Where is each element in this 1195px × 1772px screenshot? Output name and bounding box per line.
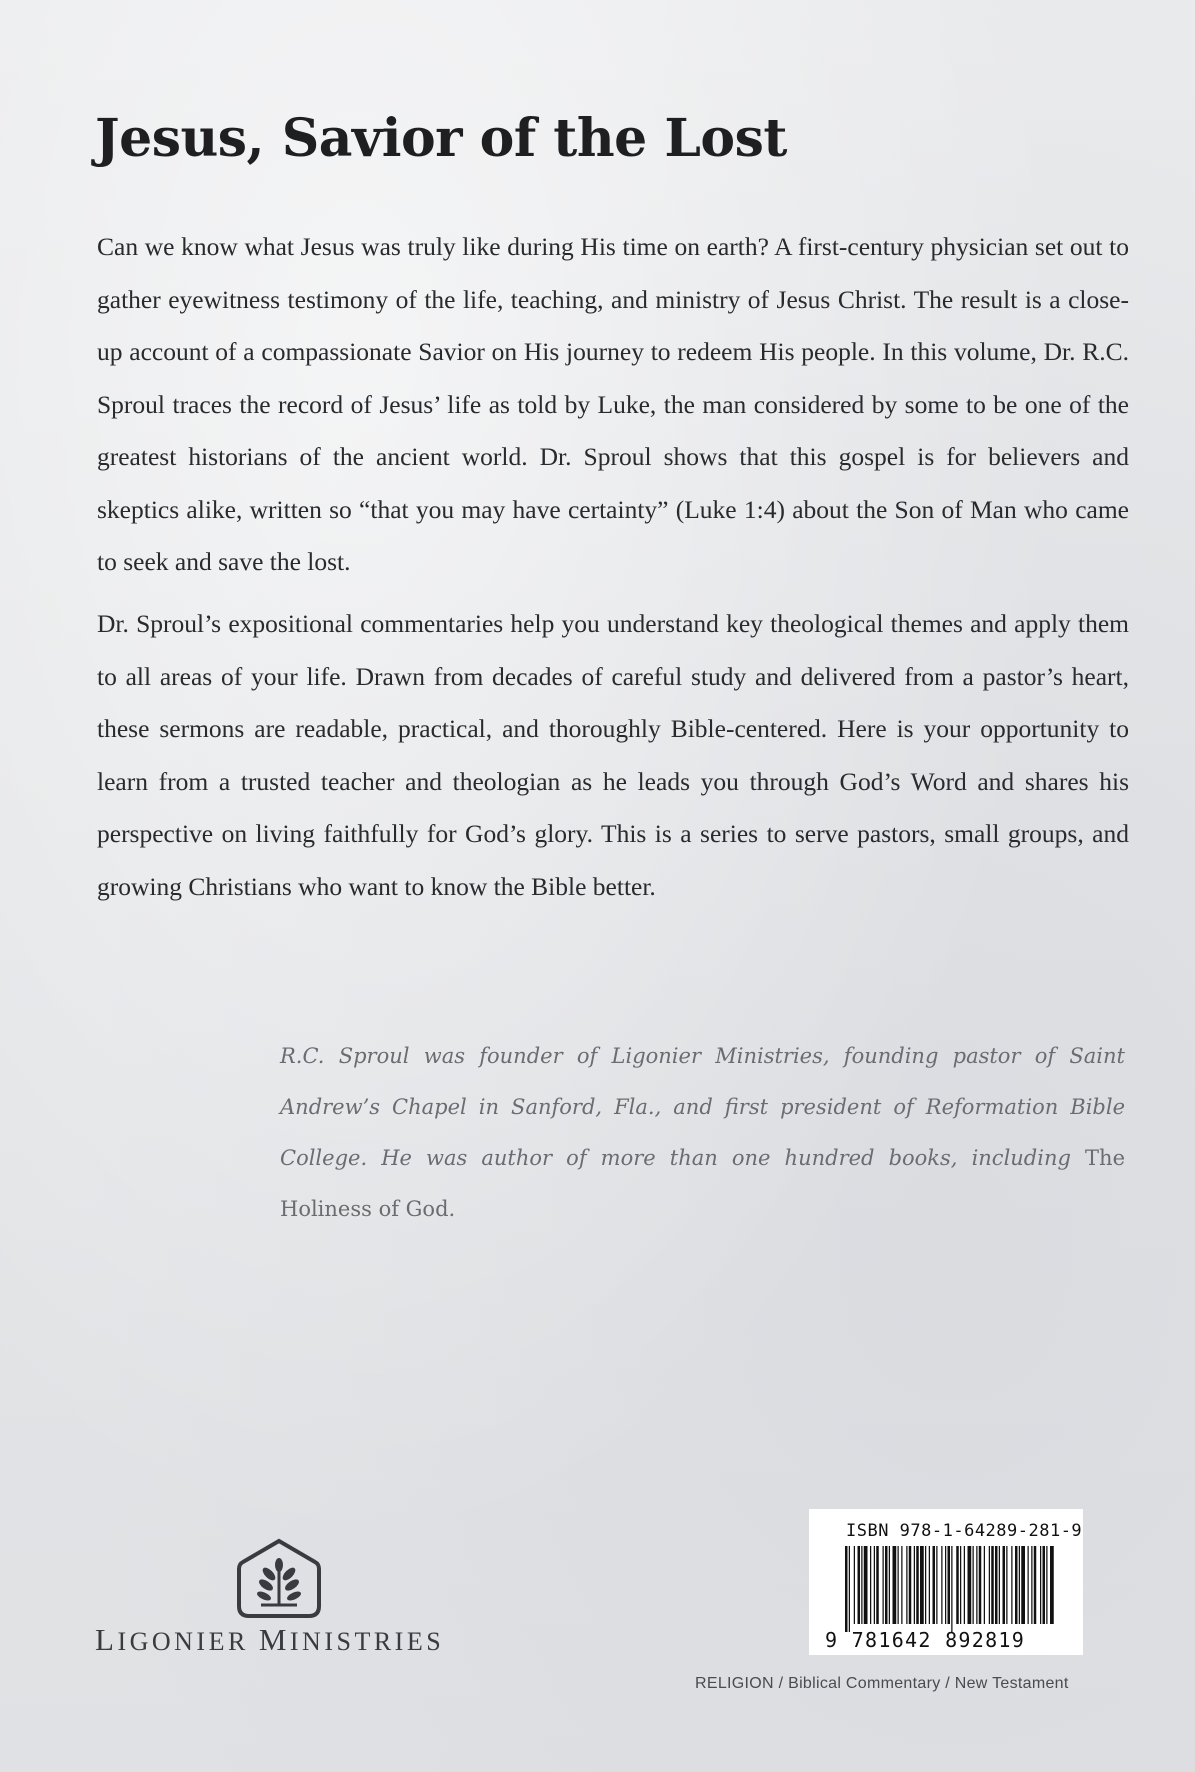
barcode-bar <box>1046 1546 1047 1624</box>
barcode-bar <box>889 1546 890 1624</box>
barcode-bars <box>845 1546 1055 1632</box>
barcode-bar <box>849 1546 850 1632</box>
publisher-logo <box>95 1538 465 1657</box>
barcode-bar <box>861 1546 862 1624</box>
barcode-bar <box>845 1546 848 1632</box>
barcode-bar <box>991 1546 994 1624</box>
barcode-bar <box>1015 1546 1018 1624</box>
barcode-bar <box>989 1546 990 1624</box>
barcode-bar <box>979 1546 982 1624</box>
barcode-bar <box>960 1546 961 1624</box>
subject-category: RELIGION / Biblical Commentary / New Testament <box>695 1675 1069 1692</box>
barcode-bar <box>1034 1546 1037 1624</box>
barcode-bar <box>1003 1546 1006 1624</box>
author-bio <box>280 1031 1125 1235</box>
barcode-bar <box>901 1546 902 1624</box>
barcode-bar <box>995 1546 998 1624</box>
barcode-bar <box>920 1546 924 1624</box>
barcode-bar <box>945 1546 946 1624</box>
author-bio-book-title: The Holiness of God <box>280 1146 1125 1221</box>
barcode-bar <box>1019 1546 1020 1624</box>
author-bio-end: . <box>448 1197 456 1221</box>
barcode-bar <box>885 1546 888 1624</box>
barcode-bar <box>1028 1546 1029 1624</box>
barcode-bar <box>893 1546 897 1624</box>
barcode-bar <box>1021 1546 1025 1624</box>
description-paragraph-1: Can we know what Jesus was truly like during His time on earth? A first-century physician set out to gather eyewitness testimony of the life, teaching, and ministry of Jesus Christ. The result is a close-up account of a compassionate Savior on His journey to redeem His people. In this volume, Dr. R.C. Sproul traces the record of Jesus’ life as told by Luke, the man considered by some to be one of the greatest historians of the ancient world. Dr. Sproul shows that this gospel is for believers and skeptics alike, written so “that you may have certainty” (Luke 1:4) about the Son of Man who came to seek and save the lost. <box>97 232 1129 576</box>
barcode-bar <box>914 1546 915 1624</box>
barcode-bar <box>1006 1546 1007 1624</box>
barcode-bar <box>1040 1546 1041 1624</box>
barcode-bar <box>864 1546 868 1624</box>
barcode-bar <box>968 1546 972 1624</box>
barcode-bar <box>854 1546 855 1624</box>
barcode-bar <box>898 1546 899 1624</box>
isbn-barcode <box>809 1509 1083 1655</box>
barcode-bar <box>929 1546 930 1624</box>
barcode-bar <box>951 1546 952 1632</box>
barcode-bar <box>964 1546 965 1624</box>
barcode-bar <box>976 1546 977 1624</box>
barcode-bar <box>874 1546 875 1624</box>
barcode-bar <box>973 1546 974 1624</box>
barcode-bar <box>936 1546 937 1624</box>
barcode-bar <box>984 1546 985 1624</box>
barcode-bar <box>858 1546 861 1624</box>
barcode-bar <box>999 1546 1000 1624</box>
barcode-bar <box>1050 1546 1054 1624</box>
tree-seal-icon <box>233 1538 325 1620</box>
barcode-bar <box>916 1546 919 1624</box>
barcode-bar <box>876 1546 879 1624</box>
barcode-bar <box>909 1546 912 1624</box>
barcode-bar <box>883 1546 884 1624</box>
barcode-bar <box>870 1546 871 1624</box>
barcode-bar <box>1043 1546 1046 1624</box>
barcode-bar <box>925 1546 926 1624</box>
barcode-bar <box>941 1546 942 1624</box>
book-title: Jesus, Savior of the Lost <box>95 108 787 169</box>
barcode-bar <box>933 1546 936 1624</box>
description-paragraph-2: Dr. Sproul’s expositional commentaries help you understand key theological themes and apply them to all areas of your life. Drawn from decades of careful study and delivered from a pastor’s heart, these sermons are readable, practical, and thoroughly Bible-centered. Here is your opportunity to learn from a trusted teacher and theologian as he leads you through God’s Word and shares his perspective on living faithfully for God’s glory. This is a series to serve pastors, small groups, and growing Christians who want to know the Bible better. <box>97 609 1129 901</box>
barcode-digits: 9 781642 892819 <box>825 1628 1026 1652</box>
barcode-bar <box>948 1546 951 1624</box>
barcode-bar <box>906 1546 907 1624</box>
barcode-bar <box>956 1546 959 1624</box>
author-bio-text: R.C. Sproul was founder of Ligonier Ministries, founding pastor of Saint Andrew’s Chapel in Sanford, Fla., and first president of Reformation Bible College. He was author of more than one hundred books, including <box>280 1044 1125 1170</box>
barcode-bar <box>1031 1546 1032 1624</box>
isbn-label: ISBN 978-1-64289-281-9 <box>846 1521 1083 1541</box>
barcode-bar <box>1011 1546 1012 1624</box>
publisher-name: LIGONIER MINISTRIES <box>95 1622 445 1657</box>
